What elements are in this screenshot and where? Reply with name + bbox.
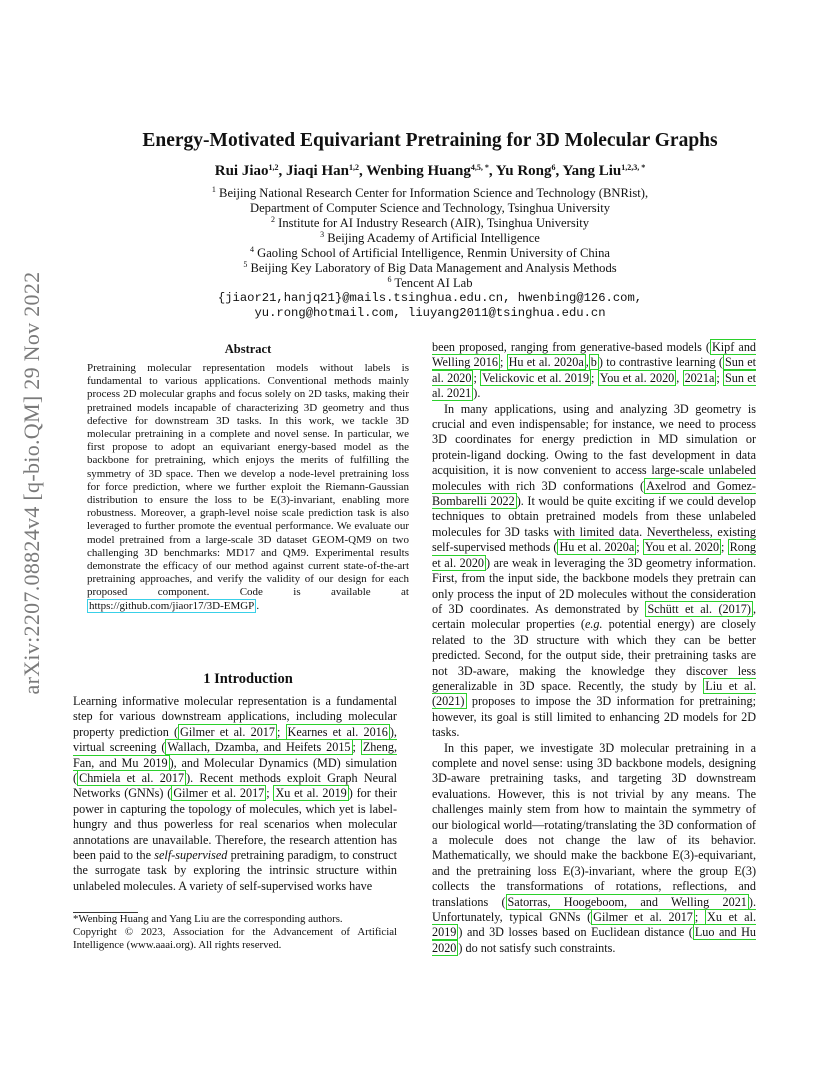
- citation-link[interactable]: Sun et al. 2021: [432, 370, 757, 401]
- section-heading-introduction: 1 Introduction: [203, 671, 293, 687]
- text-run: ) and 3D losses based on Euclidean distance (: [458, 925, 693, 940]
- affil-sup: 3: [320, 230, 325, 239]
- citation-link[interactable]: b: [590, 355, 597, 370]
- text-run: ;: [352, 740, 361, 755]
- text-run: ;: [276, 724, 286, 739]
- abstract-body: [87, 362, 409, 613]
- intro-paragraph: [73, 694, 397, 894]
- email-line: yu.rong@hotmail.com, liuyang2011@tsinghua.edu.cn: [254, 306, 606, 320]
- paper-title: Energy-Motivated Equivariant Pretraining for 3D Molecular Graphs: [142, 130, 718, 151]
- citation-link[interactable]: You et al. 2020: [599, 370, 675, 385]
- citation-link[interactable]: Xu et al. 2019: [275, 786, 347, 801]
- text-run: ;: [266, 786, 274, 801]
- text-run: potential energy) are closely related to the 3D structure with which they can be better predicted. Second, for the output side, their pretraining tasks are not 3D-aware, making the knowledge they discover less generalizable in 3D space. Recently, the study by: [432, 617, 757, 693]
- text-run: ,: [676, 370, 683, 385]
- text-run: ) to contrastive learning (: [598, 355, 723, 370]
- abstract-heading: Abstract: [224, 342, 272, 356]
- author-name: Rui Jiao: [214, 163, 269, 179]
- text-run: ). Unfortunately, typical GNNs (: [432, 894, 756, 925]
- text-run: been proposed, ranging from generative-based models (: [432, 340, 710, 354]
- author-name: Yang Liu: [562, 163, 622, 179]
- text-run: ) are weak in leveraging the 3D geometry information. First, from the input side, the backbone models they pretrain can only process the input of 2D molecules without the consideration of 3D coordinates. As demonstrated by: [432, 555, 757, 616]
- text-run: ) for their power in capturing the topology of molecules, which yet is label-hungry and thus powerless for real scenarios when molecular annotations are unavailable. Therefore, the research attention has been paid to the: [73, 786, 397, 863]
- text-run: ) do not satisfy such constraints.: [458, 940, 616, 955]
- citation-link[interactable]: Zheng, Fan, and Mu 2019: [73, 740, 397, 770]
- citation-link[interactable]: Sun et al. 2020: [432, 355, 757, 385]
- text-run: proposes to impose the 3D information for pretraining; however, its goal is still limited to enhancing 2D models for 2D tasks.: [432, 694, 756, 740]
- affiliation-line: Tencent AI Lab: [394, 276, 473, 290]
- citation-link[interactable]: 2021a: [684, 370, 715, 385]
- author-affil-sup: 6: [551, 163, 556, 172]
- citation-link[interactable]: Gilmer et al. 2017: [593, 910, 693, 925]
- citation-link[interactable]: You et al. 2020: [644, 540, 720, 555]
- code-link[interactable]: https://github.com/jiaor17/3D-EMGP: [89, 599, 255, 612]
- text-run: ), and Molecular Dynamics (MD) simulation (: [73, 755, 397, 786]
- citation-link[interactable]: Liu et al. (2021): [432, 678, 756, 709]
- affil-sup: 2: [270, 215, 275, 224]
- citation-link[interactable]: Hu et al. 2020a: [508, 355, 584, 370]
- text-run: ;: [473, 370, 481, 385]
- author-name: Wenbing Huang: [366, 163, 471, 179]
- text-run: In this paper, we investigate 3D molecular pretraining in a complete and novel sense: using 3D backbone models, designing 3D-aware pretraining tasks, and targeting 3D downstream evaluations. However, this is not trivial by any means. The challenges mainly stem from how to maintain the symmetry of our biological world—rotating/translating the 3D conformation of a molecule does not change the law of its behavior. Mathematically, we should make the backbone E(3)-equivariant, and the pretraining loss E(3)-invariant, where the group E(3) collects the transformations of rotations, reflections, and translations (: [432, 740, 756, 909]
- citation-link[interactable]: Luo and Hu 2020: [432, 925, 757, 955]
- citation-link[interactable]: Gilmer et al. 2017: [173, 786, 265, 801]
- citation-link[interactable]: Gilmer et al. 2017: [180, 724, 275, 739]
- emphasis-text: e.g.: [584, 617, 603, 632]
- citation-link[interactable]: Rong et al. 2020: [432, 540, 757, 570]
- author-affil-sup: 1,2: [268, 163, 279, 172]
- text-run: , certain molecular properties (: [432, 601, 756, 632]
- body-paragraph: [432, 402, 756, 741]
- footnote-corresponding: *Wenbing Huang and Yang Liu are the corresponding authors.: [73, 913, 343, 925]
- author-affil-sup: 1,2: [348, 163, 359, 172]
- body-paragraph: [432, 340, 756, 402]
- text-run: ,: [585, 355, 589, 370]
- text-run: ;: [636, 540, 643, 555]
- author-affil-sup: 1,2,3, *: [621, 163, 646, 172]
- text-run: pretraining paradigm, to construct the surrogate task by exploring the intrinsic structure within unlabeled molecules. A variety of self-supervised works have: [73, 848, 397, 893]
- citation-link[interactable]: Chmiela et al. 2017: [79, 771, 185, 786]
- email-line: {jiaor21,hanjq21}@mails.tsinghua.edu.cn, hwenbing@126.com,: [217, 291, 643, 305]
- right-column-body: [432, 340, 756, 956]
- text-run: ;: [716, 370, 724, 385]
- author-name: Yu Rong: [495, 163, 552, 179]
- affiliation-line: Institute for AI Industry Research (AIR), Tsinghua University: [278, 216, 590, 230]
- arxiv-identifier: arXiv:2207.08824v4 [q-bio.QM] 29 Nov 2022: [19, 271, 44, 695]
- citation-link[interactable]: Velickovic et al. 2019: [482, 370, 590, 385]
- body-paragraph: [432, 741, 756, 957]
- text-run: ).: [473, 386, 481, 401]
- text-run: ;: [721, 540, 728, 555]
- affiliation-line: Beijing National Research Center for Information Science and Technology (BNRist),: [219, 186, 649, 200]
- citation-link[interactable]: Satorras, Hoogeboom, and Welling 2021: [507, 894, 747, 909]
- text-run: ;: [591, 370, 598, 385]
- affiliation-line: Gaoling School of Artificial Intelligence, Renmin University of China: [257, 246, 611, 260]
- text-run: ). It would be quite exciting if we could develop techniques to obtain pretrained models from these unlabeled molecules for 3D tasks with limited data. Nevertheless, existing self-supervised methods (: [432, 494, 756, 555]
- affil-sup: 5: [243, 260, 248, 269]
- author-list: Rui Jiao$^{1,2}$, Jiaqi Han$^{1,2}$, Wenbing Huang$^{4,5, *}$, Yu Rong$^6$, Yang Liu$^{1,2,3, *}$: [214, 163, 646, 179]
- text-run: ), virtual screening (: [73, 724, 397, 755]
- abstract-end: .: [256, 599, 260, 612]
- text-run: ). Recent methods exploit Graph Neural Networks (GNNs) (: [73, 771, 397, 801]
- affiliations: [100, 186, 760, 321]
- affiliation-line: Beijing Key Laboratory of Big Data Management and Analysis Methods: [250, 261, 617, 275]
- affil-sup: 1: [211, 185, 216, 194]
- affiliation-line: Beijing Academy of Artificial Intelligence: [327, 231, 540, 245]
- citation-link[interactable]: Kipf and Welling 2016: [432, 340, 757, 370]
- footnote: [73, 913, 397, 952]
- left-column-body: [73, 694, 397, 894]
- affil-sup: 6: [387, 275, 392, 284]
- text-run: Learning informative molecular representation is a fundamental step for various downstream applications, including molecular property prediction (: [73, 694, 397, 739]
- citation-link[interactable]: Wallach, Dzamba, and Heifets 2015: [167, 740, 351, 755]
- text-run: ;: [694, 910, 706, 925]
- arxiv-sidebar-stamp: [14, 258, 50, 708]
- citation-link[interactable]: Schütt et al. (2017): [647, 601, 751, 616]
- footnote-copyright: Copyright © 2023, Association for the Advancement of Artificial Intelligence (www.aaai.org). All rights reserved.: [73, 926, 397, 951]
- citation-link[interactable]: Kearnes et al. 2016: [287, 724, 388, 739]
- affiliation-line: Department of Computer Science and Technology, Tsinghua University: [250, 201, 610, 215]
- author-name: Jiaqi Han: [286, 163, 349, 179]
- emphasis-text: self-supervised: [154, 848, 228, 863]
- abstract-text: Pretraining molecular representation models without labels is fundamental to various applications. Conventional methods mainly process 2D molecular graphs and focus solely on 2D tasks, making their pretrained models incapable of characterizing 3D geometry and thus defective for downstream 3D tasks. In this work, we tackle 3D molecular pretraining in a complete and novel sense. In particular, we first propose to adopt an equivariant energy-based model as the backbone for pretraining, which enjoys the merits of fulfilling the symmetry of 3D space. Then we develop a node-level pretraining loss for force prediction, where we further exploit the Riemann-Gaussian distribution to ensure the loss to be E(3)-invariant, enabling more robustness. Moreover, a graph-level noise scale prediction task is also leveraged to further promote the eventual performance. We evaluate our model pretrained from a large-scale 3D dataset GEOM-QM9 on two challenging 3D benchmarks: MD17 and QM9. Experimental results demonstrate the efficacy of our method against current state-of-the-art pretraining approaches, and verify the validity of our design for each proposed component. Code is available at: [87, 362, 409, 599]
- text-run: In many applications, using and analyzing 3D geometry is crucial and even indispensable; for instance, we need to process 3D coordinates for energy prediction in MD simulation or protein-ligand docking. Owing to the fast development in data acquisition, it is now convenient to access large-scale unlabeled molecules with rich 3D conformations (: [432, 401, 756, 493]
- text-run: ;: [499, 355, 507, 370]
- citation-link[interactable]: Xu et al. 2019: [432, 910, 756, 940]
- citation-link[interactable]: Hu et al. 2020a: [559, 540, 635, 555]
- author-affil-sup: 4,5, *: [470, 163, 489, 172]
- affil-sup: 4: [249, 245, 254, 254]
- citation-link[interactable]: Axelrod and Gomez-Bombarelli 2022: [432, 478, 756, 509]
